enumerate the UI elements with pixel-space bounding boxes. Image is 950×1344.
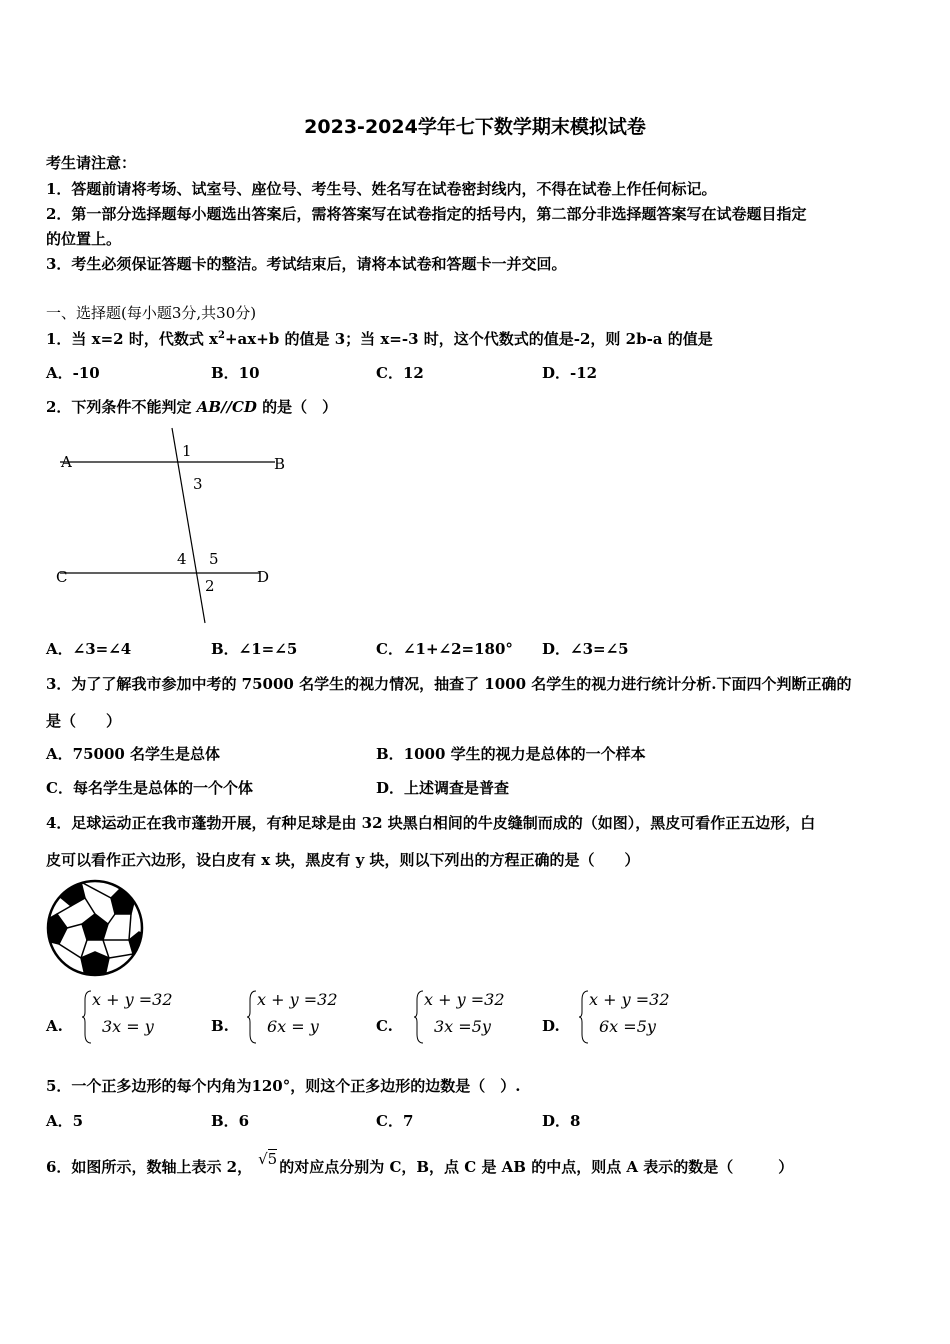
q3-option-a: A．75000 名学生是总体 — [46, 745, 221, 763]
question-2-ab-cd: AB//CD — [196, 398, 257, 416]
question-6-text-a: 6．如图所示，数轴上表示 2， — [46, 1158, 253, 1176]
question-1-exponent: 2 — [218, 330, 225, 341]
q3-option-c: C．每名学生是总体的一个个体 — [46, 779, 253, 797]
q1-option-a: A．-10 — [46, 364, 100, 382]
q3-option-d: D．上述调查是普查 — [376, 779, 510, 797]
question-2-text-b: 的是（ ） — [262, 398, 338, 416]
question-5: 5．一个正多边形的每个内角为120°，则这个正多边形的边数是（ ）. — [46, 1077, 521, 1095]
label-b: B — [274, 455, 286, 473]
section-heading: 一、选择题(每小题3分,共30分) — [46, 304, 257, 322]
question-2 — [46, 396, 337, 417]
angle-label-1: 1 — [182, 442, 192, 460]
brace-icon — [247, 990, 257, 1044]
question-2-text-a: 2．下列条件不能判定 — [46, 398, 192, 416]
parallel-lines-figure — [50, 425, 310, 630]
brace-icon — [82, 990, 92, 1044]
angle-label-4: 4 — [177, 550, 187, 568]
brace-icon — [579, 990, 589, 1044]
q2-option-a: A．∠3=∠4 — [46, 640, 132, 658]
angle-label-3: 3 — [193, 475, 203, 493]
q4-option-c-label: C. — [376, 1017, 393, 1035]
q4-a-eq-2: 3x = y — [102, 1017, 154, 1036]
q4-option-a-system — [82, 990, 192, 1046]
q5-option-b: B．6 — [211, 1112, 250, 1130]
angle-label-2: 2 — [205, 577, 215, 595]
question-1 — [46, 328, 713, 349]
q3-option-b: B．1000 学生的视力是总体的一个样本 — [376, 745, 646, 763]
page-title: 2023-2024学年七下数学期末模拟试卷 — [304, 116, 646, 138]
q2-option-d: D．∠3=∠5 — [542, 640, 629, 658]
label-c: C — [56, 568, 68, 586]
notice-item-3: 3．考生必须保证答题卡的整洁。考试结束后，请将本试卷和答题卡一并交回。 — [46, 255, 567, 273]
label-d: D — [257, 568, 270, 586]
question-6-text-b: 的对应点分别为 C，B，点 C 是 AB 的中点，则点 A 表示的数是（ ） — [279, 1158, 794, 1176]
q4-c-eq-1: x + y =32 — [424, 990, 505, 1009]
q4-option-b-system — [247, 990, 357, 1046]
q4-option-d-label: D. — [542, 1017, 560, 1035]
q4-d-eq-2: 6x =5y — [599, 1017, 656, 1036]
label-a: A — [61, 453, 72, 471]
question-3-line-1: 3．为了了解我市参加中考的 75000 名学生的视力情况，抽查了 1000 名学生的视力进行统计分析.下面四个判断正确的 — [46, 675, 852, 693]
q5-option-d: D．8 — [542, 1112, 581, 1130]
question-3-line-2: 是（ ） — [46, 712, 122, 730]
q4-b-eq-1: x + y =32 — [257, 990, 338, 1009]
q4-option-d-system — [579, 990, 689, 1046]
sqrt-radicand: 5 — [267, 1150, 278, 1168]
notice-heading: 考生请注意： — [46, 154, 137, 172]
q5-option-c: C．7 — [376, 1112, 414, 1130]
question-4-line-1: 4．足球运动正在我市蓬勃开展，有种足球是由 32 块黑白相间的牛皮缝制而成的（如图），黑皮可看作正五边形，白 — [46, 814, 816, 832]
sqrt-symbol: √5 — [258, 1150, 278, 1168]
q2-option-c: C．∠1+∠2=180° — [376, 640, 513, 658]
q5-option-a: A．5 — [46, 1112, 84, 1130]
question-4-line-2: 皮可以看作正六边形，设白皮有 x 块，黑皮有 y 块，则以下列出的方程正确的是（ ） — [46, 851, 640, 869]
q1-option-c: C．12 — [376, 364, 424, 382]
q4-option-c-system — [414, 990, 524, 1046]
question-1-text-b: +ax+b 的值是 3；当 x=-3 时，这个代数式的值是-2，则 2b-a 的值是 — [224, 330, 713, 348]
brace-icon — [414, 990, 424, 1044]
soccer-ball-image — [44, 878, 146, 978]
notice-item-1: 1．答题前请将考场、试室号、座位号、考生号、姓名写在试卷密封线内，不得在试卷上作任何标记。 — [46, 180, 717, 198]
q1-option-b: B．10 — [211, 364, 260, 382]
question-1-text-a: 1．当 x=2 时，代数式 x — [46, 330, 218, 348]
q1-option-d: D．-12 — [542, 364, 598, 382]
q2-option-b: B．∠1=∠5 — [211, 640, 298, 658]
q4-a-eq-1: x + y =32 — [92, 990, 173, 1009]
q4-option-a-label: A. — [46, 1017, 63, 1035]
question-6 — [46, 1150, 794, 1177]
q4-option-b-label: B. — [211, 1017, 229, 1035]
angle-label-5: 5 — [209, 550, 219, 568]
notice-item-2-cont: 的位置上。 — [46, 230, 122, 248]
q4-d-eq-1: x + y =32 — [589, 990, 670, 1009]
q4-b-eq-2: 6x = y — [267, 1017, 319, 1036]
q4-c-eq-2: 3x =5y — [434, 1017, 491, 1036]
notice-item-2: 2．第一部分选择题每小题选出答案后，需将答案写在试卷指定的括号内，第二部分非选择题答案写在试卷题目指定 — [46, 205, 807, 223]
